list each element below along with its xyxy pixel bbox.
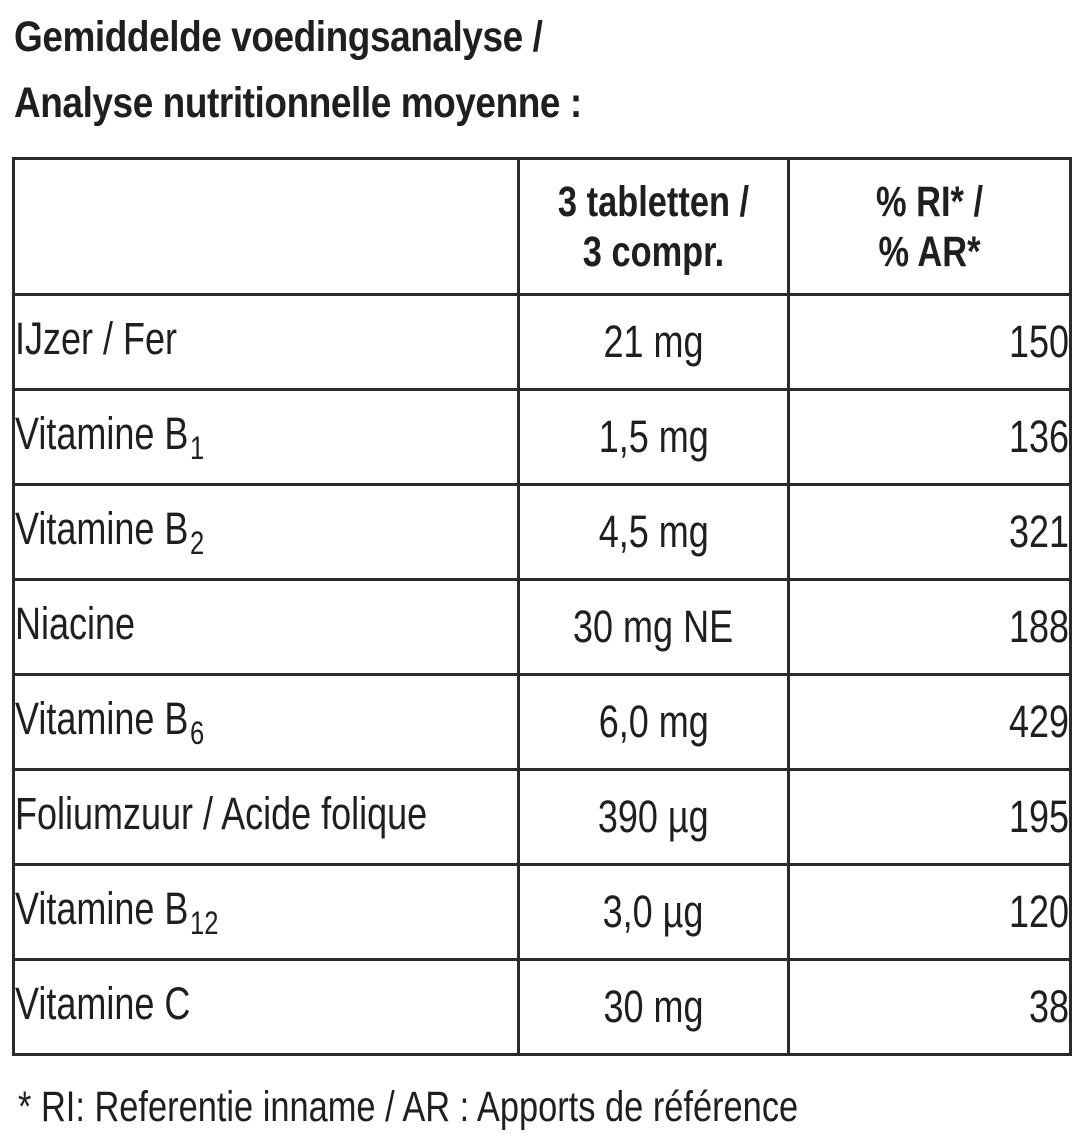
nutrient-subscript: 12 <box>190 904 219 941</box>
amount-value: 30 mg <box>603 981 704 1032</box>
header-ri-line-2: % AR* <box>878 227 981 276</box>
nutrient-cell <box>14 675 519 770</box>
nutrient-name: Vitamine B <box>15 882 189 934</box>
nutrient-cell <box>14 295 519 390</box>
header-amount <box>519 159 789 295</box>
title-line-2: Analyse nutritionnelle moyenne : <box>14 79 582 127</box>
ri-cell <box>789 485 1071 580</box>
table-row <box>14 865 1071 960</box>
amount-cell <box>519 675 789 770</box>
amount-value: 390 µg <box>598 791 709 842</box>
nutrient-cell <box>14 390 519 485</box>
nutrient-cell <box>14 770 519 865</box>
amount-value: 6,0 mg <box>598 696 709 747</box>
table-row <box>14 485 1071 580</box>
table-row <box>14 390 1071 485</box>
ri-value: 38 <box>1028 981 1069 1032</box>
nutrient-subscript: 6 <box>190 714 205 751</box>
ri-cell <box>789 770 1071 865</box>
title-line-1: Gemiddelde voedingsanalyse / <box>14 13 543 61</box>
header-ri-line-1: % RI* / <box>875 177 984 226</box>
table-row <box>14 580 1071 675</box>
header-amount-line-1: 3 tabletten / <box>557 177 750 226</box>
nutrition-table <box>12 157 1072 1056</box>
header-amount-line-2: 3 compr. <box>582 227 725 276</box>
amount-value: 21 mg <box>603 316 704 367</box>
nutrient-subscript: 2 <box>190 524 205 561</box>
nutrient-name: Foliumzuur / Acide folique <box>15 787 428 839</box>
ri-cell <box>789 390 1071 485</box>
table-row <box>14 295 1071 390</box>
nutrient-name: Niacine <box>15 597 136 649</box>
table-row <box>14 675 1071 770</box>
nutrient-name: Vitamine B <box>15 502 189 554</box>
page-title <box>14 4 582 136</box>
header-ri <box>789 159 1071 295</box>
amount-cell <box>519 580 789 675</box>
ri-cell <box>789 580 1071 675</box>
ri-value: 321 <box>1008 506 1069 557</box>
ri-value: 120 <box>1008 886 1069 937</box>
nutrient-cell <box>14 960 519 1055</box>
nutrient-name: Vitamine C <box>15 977 191 1029</box>
ri-value: 429 <box>1008 696 1069 747</box>
ri-value: 188 <box>1008 601 1069 652</box>
header-nutrient <box>14 159 519 295</box>
nutrient-cell <box>14 580 519 675</box>
ri-cell <box>789 960 1071 1055</box>
amount-value: 30 mg NE <box>573 601 734 652</box>
table-header-row <box>14 159 1071 295</box>
nutrient-name: IJzer / Fer <box>15 312 178 364</box>
ri-cell <box>789 675 1071 770</box>
ri-cell <box>789 865 1071 960</box>
amount-cell <box>519 770 789 865</box>
amount-value: 4,5 mg <box>598 506 709 557</box>
ri-value: 195 <box>1008 791 1069 842</box>
table-row <box>14 770 1071 865</box>
amount-value: 1,5 mg <box>598 411 709 462</box>
ri-value: 136 <box>1008 411 1069 462</box>
ri-cell <box>789 295 1071 390</box>
amount-cell <box>519 390 789 485</box>
ri-value: 150 <box>1008 316 1069 367</box>
table-row <box>14 960 1071 1055</box>
nutrient-name: Vitamine B <box>15 692 189 744</box>
nutrient-subscript: 1 <box>190 429 205 466</box>
amount-cell <box>519 865 789 960</box>
footnote: * RI: Referentie inname / AR : Apports de référence <box>18 1083 799 1131</box>
nutrient-cell <box>14 865 519 960</box>
amount-value: 3,0 µg <box>603 886 704 937</box>
nutrient-cell <box>14 485 519 580</box>
amount-cell <box>519 485 789 580</box>
amount-cell <box>519 295 789 390</box>
amount-cell <box>519 960 789 1055</box>
nutrient-name: Vitamine B <box>15 407 189 459</box>
